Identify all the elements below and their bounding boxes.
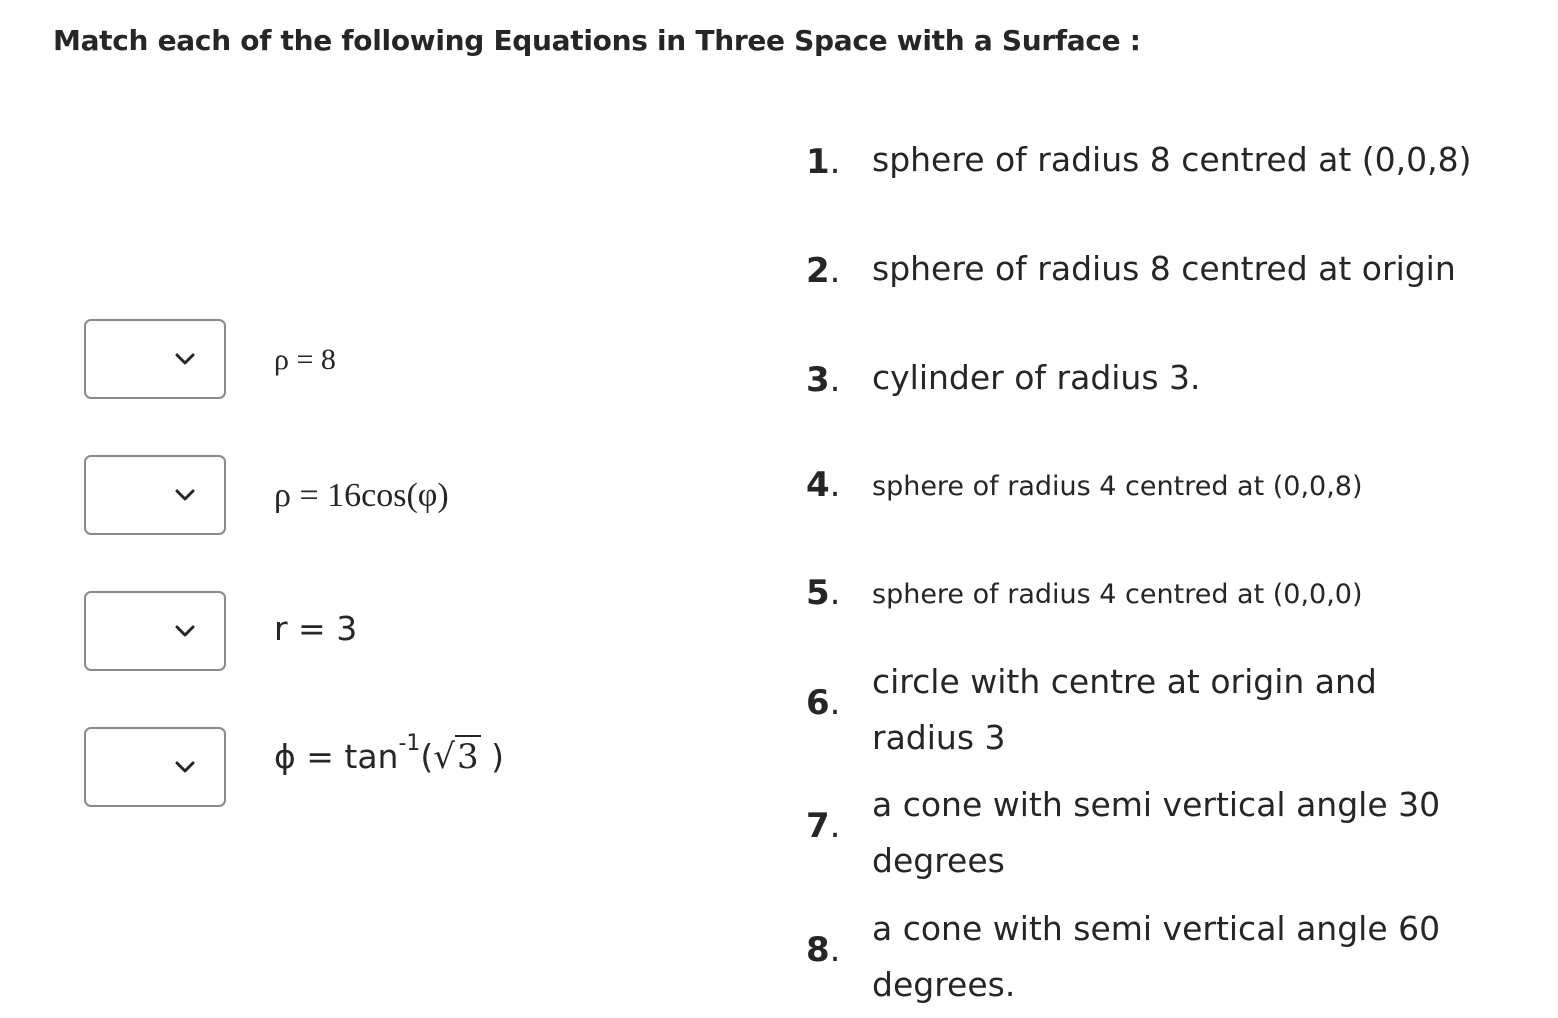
match-row-4	[84, 727, 684, 809]
square-root	[433, 737, 480, 777]
equation-1: ρ = 8	[274, 343, 336, 376]
option-text	[872, 777, 1440, 889]
option-text: sphere of radius 8 centred at (0,0,8)	[872, 140, 1472, 179]
equation-4-exponent: -1	[398, 731, 421, 756]
option-text: sphere of radius 4 centred at (0,0,8)	[872, 471, 1363, 502]
option-number: 4.	[806, 465, 841, 505]
answer-select-3[interactable]	[84, 591, 226, 671]
equation-4	[274, 731, 504, 777]
answer-select-2[interactable]	[84, 455, 226, 535]
option-text-line: a cone with semi vertical angle 60	[872, 909, 1441, 948]
chevron-down-icon	[174, 488, 196, 502]
option-number: 2.	[806, 251, 841, 291]
radical-sign: √	[433, 737, 455, 777]
chevron-down-icon	[174, 352, 196, 366]
option-number: 5.	[806, 573, 841, 613]
question-title: Match each of the following Equations in Three Space with a Surface :	[53, 24, 1141, 57]
option-number: 1.	[806, 142, 841, 182]
option-text	[872, 654, 1377, 766]
match-row-2	[84, 455, 684, 537]
option-number: 6.	[806, 683, 841, 723]
option-number: 8.	[806, 930, 841, 970]
equation-3: r = 3	[274, 609, 358, 648]
equation-4-lhs: ϕ = tan	[274, 737, 399, 776]
option-text-line: a cone with semi vertical angle 30	[872, 785, 1441, 824]
chevron-down-icon	[174, 624, 196, 638]
option-text-line: degrees	[872, 841, 1005, 880]
option-text-line: degrees.	[872, 965, 1016, 1004]
match-row-3	[84, 591, 684, 673]
option-text: cylinder of radius 3.	[872, 358, 1201, 397]
equation-2: ρ = 16cos(φ)	[274, 477, 449, 514]
chevron-down-icon	[174, 760, 196, 774]
answer-select-1[interactable]	[84, 319, 226, 399]
option-text-line: radius 3	[872, 718, 1006, 757]
equation-4-open-paren: (	[420, 737, 434, 776]
answer-select-4[interactable]	[84, 727, 226, 807]
option-number: 7.	[806, 806, 841, 846]
option-text: sphere of radius 8 centred at origin	[872, 249, 1456, 288]
equation-4-close-paren: )	[480, 737, 504, 776]
option-text	[872, 901, 1440, 1013]
radicand: 3	[456, 737, 479, 777]
match-row-1	[84, 319, 684, 401]
option-text: sphere of radius 4 centred at (0,0,0)	[872, 579, 1363, 610]
option-text-line: circle with centre at origin and	[872, 662, 1377, 701]
option-number: 3.	[806, 360, 841, 400]
